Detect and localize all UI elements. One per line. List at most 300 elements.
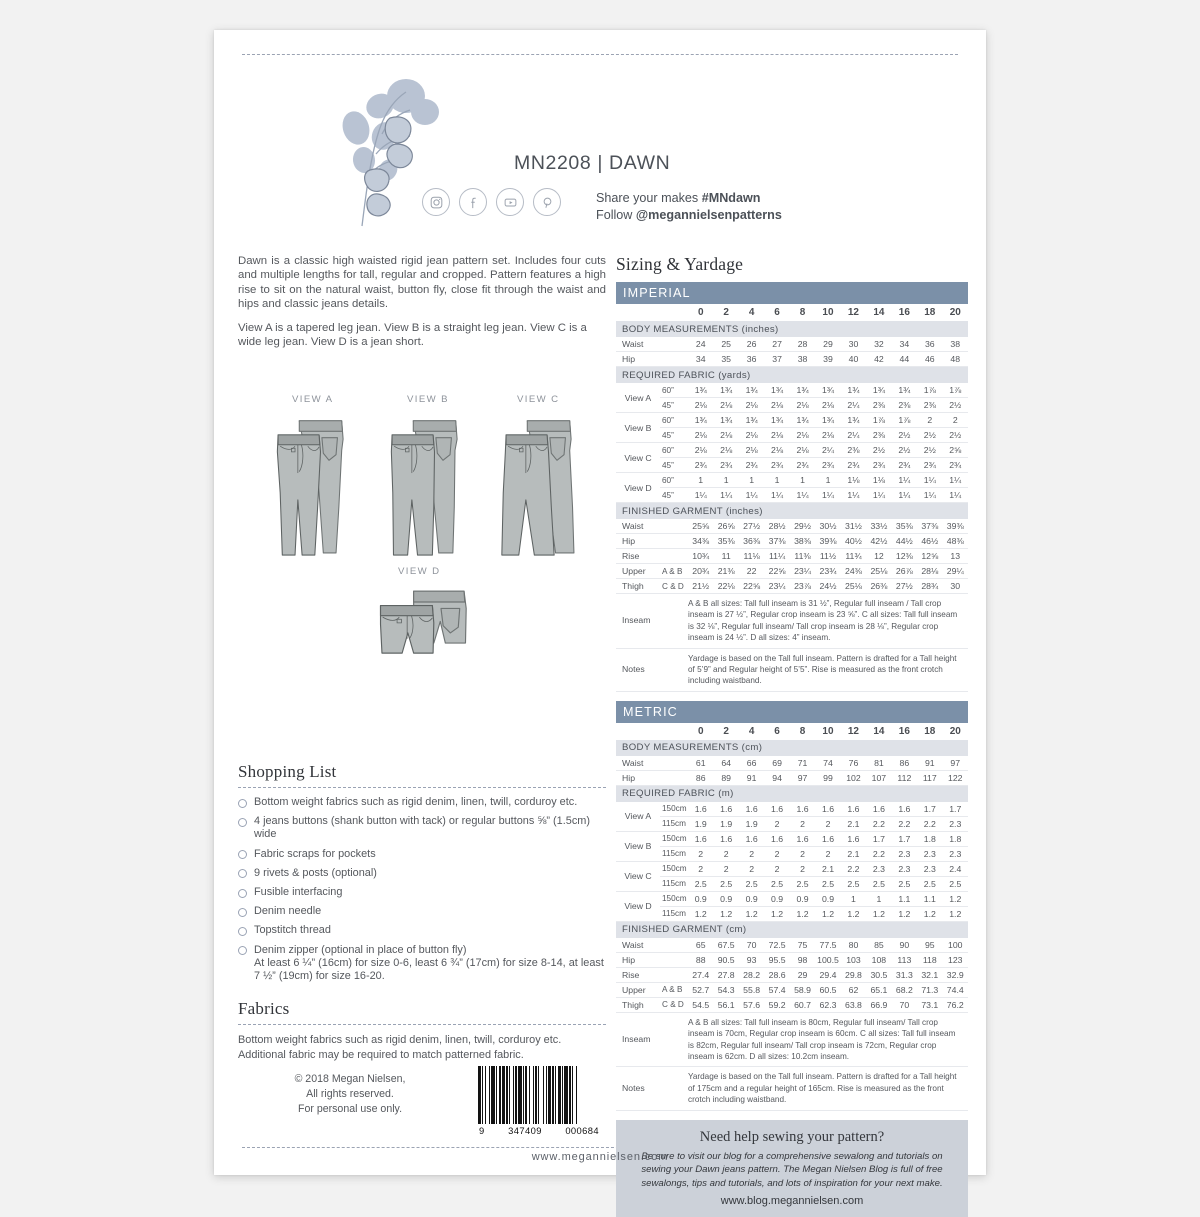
data-cell: 27.8 (713, 967, 738, 982)
data-cell: 2.1 (815, 861, 840, 876)
data-cell: 32.9 (943, 967, 968, 982)
view-label-cell: View D (616, 473, 660, 503)
data-cell: 68.2 (892, 982, 917, 997)
checkbox-circle-icon[interactable] (238, 869, 247, 878)
checkbox-circle-icon[interactable] (238, 799, 247, 808)
data-cell: 123 (943, 952, 968, 967)
data-cell: 34⅜ (688, 534, 713, 549)
data-cell: 118 (917, 952, 942, 967)
data-cell: 89 (713, 770, 738, 785)
table-row (616, 997, 968, 1012)
data-cell: 2¼ (841, 428, 866, 443)
table-row (616, 534, 968, 549)
facebook-icon[interactable] (459, 188, 487, 216)
data-cell: 2½ (917, 443, 942, 458)
table-row (616, 473, 968, 488)
shopping-list-item[interactable] (238, 924, 606, 937)
data-cell: 2¼ (815, 443, 840, 458)
data-cell: 37⅜ (764, 534, 789, 549)
data-cell: 2⅛ (790, 398, 815, 413)
data-cell: 108 (866, 952, 891, 967)
data-cell: 1.2 (892, 906, 917, 921)
data-cell: 0.9 (713, 891, 738, 906)
imperial-notes-row (616, 648, 968, 691)
data-cell: 1.6 (764, 831, 789, 846)
data-cell: 94 (764, 770, 789, 785)
data-cell: 25⅛ (866, 564, 891, 579)
copyright-line-1: © 2018 Megan Nielsen, (294, 1073, 406, 1085)
row-label: Waist (616, 337, 688, 352)
help-url[interactable]: www.blog.megannielsen.com (720, 1194, 864, 1207)
left-column (238, 254, 606, 1136)
size-header-cell: 4 (748, 307, 755, 318)
table-row (616, 458, 968, 473)
data-cell: 1.6 (866, 802, 891, 817)
data-cell: 38⅜ (790, 534, 815, 549)
data-cell: 2.5 (790, 876, 815, 891)
data-cell: 2⅛ (764, 443, 789, 458)
data-cell: 0.9 (688, 891, 713, 906)
data-cell: 1.7 (892, 831, 917, 846)
data-cell: 64 (713, 756, 738, 771)
data-cell: 85 (866, 938, 891, 953)
data-cell: 2½ (917, 428, 942, 443)
fabric-width-cell: 150cm (660, 861, 688, 876)
data-cell: 81 (866, 756, 891, 771)
data-cell: 56.1 (713, 997, 738, 1012)
data-cell: 1.9 (739, 816, 764, 831)
shopping-list-rule (238, 787, 606, 788)
checkbox-circle-icon[interactable] (238, 908, 247, 917)
table-row (616, 352, 968, 367)
data-cell: 1.6 (713, 802, 738, 817)
data-cell: 11 (713, 549, 738, 564)
data-cell: 40 (841, 352, 866, 367)
data-cell: 2.3 (892, 861, 917, 876)
data-cell: 1¾ (892, 383, 917, 398)
data-cell: 2.5 (688, 876, 713, 891)
brand-block (514, 152, 670, 175)
data-cell: 1.6 (815, 831, 840, 846)
pinterest-icon[interactable] (533, 188, 561, 216)
data-cell: 11¾ (841, 549, 866, 564)
size-header-cell: 12 (847, 307, 859, 318)
data-cell: 26 (739, 337, 764, 352)
checkbox-circle-icon[interactable] (238, 889, 247, 898)
shopping-list-item-label: 9 rivets & posts (optional) (254, 866, 377, 879)
data-cell: 52.7 (688, 982, 713, 997)
data-cell: 2¾ (790, 458, 815, 473)
data-cell: 10¾ (688, 549, 713, 564)
data-cell: 102 (841, 770, 866, 785)
data-cell: 99 (815, 770, 840, 785)
data-cell: 35 (713, 352, 738, 367)
data-cell: 65.1 (866, 982, 891, 997)
data-cell: 1.8 (917, 831, 942, 846)
data-cell: 34 (688, 352, 713, 367)
fabric-width-cell: 60” (660, 443, 688, 458)
header (214, 64, 986, 264)
data-cell: 23⅞ (790, 579, 815, 594)
shopping-list-item-label: Fabric scraps for pockets (254, 847, 376, 860)
data-cell: 0.9 (790, 891, 815, 906)
data-cell: 32 (866, 337, 891, 352)
data-cell: 1.6 (739, 831, 764, 846)
data-cell: 0.9 (764, 891, 789, 906)
data-cell: 1¼ (866, 488, 891, 503)
data-cell: 2 (688, 846, 713, 861)
shopping-list-heading: Shopping List (238, 762, 337, 781)
data-cell: 2.3 (917, 846, 942, 861)
data-cell: 59.2 (764, 997, 789, 1012)
view-d-label: VIEW D (398, 566, 441, 577)
shopping-list-item[interactable] (238, 886, 606, 899)
data-cell: 23¼ (790, 564, 815, 579)
imperial-finished-garment-header-label: FINISHED GARMENT (inches) (616, 503, 968, 520)
data-cell: 1.6 (713, 831, 738, 846)
spacer-cell (616, 304, 660, 321)
data-cell: 122 (943, 770, 968, 785)
data-cell: 2⅜ (917, 398, 942, 413)
data-cell: 1⅞ (892, 413, 917, 428)
data-cell: 2⅜ (866, 398, 891, 413)
data-cell: 95 (917, 938, 942, 953)
data-cell: 1.8 (943, 831, 968, 846)
data-cell: 58.9 (790, 982, 815, 997)
view-label-cell: View C (616, 861, 660, 891)
data-cell: 1¾ (841, 383, 866, 398)
data-cell: 2⅛ (688, 443, 713, 458)
data-cell: 22 (739, 564, 764, 579)
data-cell: 1¾ (790, 383, 815, 398)
data-cell: 1.7 (917, 802, 942, 817)
table-row (616, 337, 968, 352)
row-sublabel (660, 519, 688, 534)
metric-finished-garment-header (616, 921, 968, 938)
data-cell: 32.1 (917, 967, 942, 982)
data-cell: 27 (764, 337, 789, 352)
data-cell: 12⅜ (892, 549, 917, 564)
checkbox-circle-icon[interactable] (238, 818, 247, 827)
fabric-width-cell: 115cm (660, 906, 688, 921)
data-cell: 1¾ (764, 413, 789, 428)
data-cell: 35⅜ (713, 534, 738, 549)
data-cell: 29 (815, 337, 840, 352)
size-header-cell: 20 (949, 307, 961, 318)
size-header-cell: 10 (822, 725, 834, 737)
size-header-cell: 20 (949, 725, 961, 737)
table-row (616, 906, 968, 921)
row-sublabel (660, 534, 688, 549)
shopping-list-item[interactable] (238, 905, 606, 918)
row-sublabel: C & D (660, 579, 688, 594)
shopping-list-item[interactable] (238, 867, 606, 880)
data-cell: 33½ (866, 519, 891, 534)
size-header-cell: 14 (873, 725, 885, 737)
fabric-width-cell: 45” (660, 458, 688, 473)
data-cell: 1.2 (688, 906, 713, 921)
data-cell: 31½ (841, 519, 866, 534)
data-cell: 1.7 (943, 802, 968, 817)
data-cell: 1⅞ (917, 383, 942, 398)
data-cell: 36⅜ (739, 534, 764, 549)
checkbox-circle-icon[interactable] (238, 850, 247, 859)
table-row (616, 549, 968, 564)
checkbox-circle-icon[interactable] (238, 946, 247, 955)
view-a-figure (258, 408, 366, 560)
table-row (616, 398, 968, 413)
data-cell: 26⅞ (892, 564, 917, 579)
data-cell: 39 (815, 352, 840, 367)
row-label: Thigh (616, 579, 660, 594)
shopping-list-item[interactable] (238, 848, 606, 861)
shopping-list-item-label: Denim needle (254, 905, 322, 918)
data-cell: 1¼ (764, 488, 789, 503)
shopping-list-section (238, 762, 606, 989)
data-cell: 2.2 (866, 816, 891, 831)
data-cell: 22⅝ (764, 564, 789, 579)
data-cell: 2 (943, 413, 968, 428)
fabric-width-cell: 115cm (660, 846, 688, 861)
data-cell: 1⅞ (866, 413, 891, 428)
data-cell: 2 (790, 846, 815, 861)
data-cell: 2.4 (943, 861, 968, 876)
data-cell: 1.7 (866, 831, 891, 846)
data-cell: 98 (790, 952, 815, 967)
pattern-envelope-back (214, 30, 986, 1207)
data-cell: 1¼ (943, 488, 968, 503)
data-cell: 26⅝ (713, 519, 738, 534)
data-cell: 75 (790, 938, 815, 953)
data-cell: 2⅛ (688, 398, 713, 413)
fabrics-line-1: Bottom weight fabrics such as rigid denim, linen, twill, corduroy etc. (238, 1034, 562, 1046)
data-cell: 2 (713, 861, 738, 876)
data-cell: 1¾ (841, 413, 866, 428)
table-row (616, 519, 968, 534)
data-cell: 1.6 (764, 802, 789, 817)
imperial-size-header-row (616, 304, 968, 321)
data-cell: 2⅛ (815, 428, 840, 443)
size-header-cell: 14 (873, 307, 885, 318)
imperial-required-fabric-header (616, 367, 968, 384)
data-cell: 100.5 (815, 952, 840, 967)
metric-band-row (616, 701, 968, 723)
row-label: Thigh (616, 997, 660, 1012)
data-cell: 42½ (866, 534, 891, 549)
fabrics-rule (238, 1024, 606, 1025)
row-sublabel: A & B (660, 564, 688, 579)
copyright-block (260, 1072, 440, 1117)
data-cell: 11⅛ (739, 549, 764, 564)
data-cell: 2 (739, 861, 764, 876)
data-cell: 2 (815, 846, 840, 861)
data-cell: 1.6 (688, 831, 713, 846)
fabric-width-cell: 45” (660, 488, 688, 503)
shopping-list-item[interactable] (238, 796, 606, 809)
size-header-cell: 18 (924, 307, 936, 318)
data-cell: 11½ (815, 549, 840, 564)
data-cell: 27.4 (688, 967, 713, 982)
data-cell: 2 (713, 846, 738, 861)
barcode-bars (478, 1066, 600, 1124)
fabric-width-cell: 45” (660, 398, 688, 413)
data-cell: 1 (841, 891, 866, 906)
row-label: Rise (616, 967, 660, 982)
data-cell: 2½ (943, 398, 968, 413)
data-cell: 21⅜ (713, 564, 738, 579)
data-cell: 12⅝ (917, 549, 942, 564)
data-cell: 1 (815, 473, 840, 488)
data-cell: 34 (892, 337, 917, 352)
data-cell: 26⅜ (866, 579, 891, 594)
copyright-line-3: For personal use only. (297, 1103, 403, 1115)
shopping-list-item[interactable] (238, 815, 606, 841)
data-cell: 2⅜ (866, 428, 891, 443)
row-sublabel (660, 967, 688, 982)
view-illustrations (252, 394, 612, 659)
page-title: MN2208 | DAWN (514, 152, 671, 174)
data-cell: 2¾ (688, 458, 713, 473)
data-cell: 1¼ (917, 488, 942, 503)
data-cell: 28⅛ (917, 564, 942, 579)
data-cell: 1 (764, 473, 789, 488)
row-label: Hip (616, 770, 688, 785)
data-cell: 2⅛ (713, 428, 738, 443)
data-cell: 107 (866, 770, 891, 785)
data-cell: 1 (688, 473, 713, 488)
data-cell: 2 (790, 861, 815, 876)
data-cell: 2¾ (943, 458, 968, 473)
table-row (616, 413, 968, 428)
data-cell: 28.2 (739, 967, 764, 982)
size-header-cell: 8 (799, 725, 806, 737)
data-cell: 1¾ (866, 383, 891, 398)
data-cell: 29½ (790, 519, 815, 534)
data-cell: 37⅜ (917, 519, 942, 534)
data-cell: 72.5 (764, 938, 789, 953)
size-header-cell: 16 (898, 725, 910, 737)
table-row (616, 861, 968, 876)
imperial-band-label: IMPERIAL (616, 282, 968, 304)
data-cell: 80 (841, 938, 866, 953)
data-cell: 2⅛ (739, 428, 764, 443)
checkbox-circle-icon[interactable] (238, 927, 247, 936)
data-cell: 2.2 (892, 816, 917, 831)
view-d-figure (352, 584, 494, 656)
row-sublabel (660, 938, 688, 953)
help-box (616, 1120, 968, 1217)
data-cell: 1.2 (764, 906, 789, 921)
data-cell: 28¾ (917, 579, 942, 594)
help-body: Be sure to visit our blog for a comprehensive sewalong and tutorials on sewing your Dawn jeans pattern. The Megan Nielsen Blog is full of free sewalongs, tips and tutorials, and lots of inspiration for your next make. (641, 1150, 943, 1189)
data-cell: 1¾ (713, 413, 738, 428)
data-cell: 1.9 (688, 816, 713, 831)
data-cell: 0.9 (739, 891, 764, 906)
data-cell: 69 (764, 756, 789, 771)
data-cell: 77.5 (815, 938, 840, 953)
data-cell: 112 (892, 770, 917, 785)
data-cell: 57.4 (764, 982, 789, 997)
data-cell: 1¼ (943, 473, 968, 488)
data-cell: 25 (713, 337, 738, 352)
size-header-cell: 8 (799, 307, 806, 318)
share-makes-line: Share your makes #MNdawn (596, 191, 761, 205)
data-cell: 2½ (943, 428, 968, 443)
row-sublabel (660, 952, 688, 967)
data-cell: 2.1 (841, 816, 866, 831)
top-dashed-rule (242, 54, 958, 55)
data-cell: 29.8 (841, 967, 866, 982)
data-cell: 61 (688, 756, 713, 771)
data-cell: 54.3 (713, 982, 738, 997)
data-cell: 91 (917, 756, 942, 771)
sizing-heading: Sizing & Yardage (616, 254, 744, 274)
data-cell: 1.2 (943, 906, 968, 921)
data-cell: 29¼ (943, 564, 968, 579)
data-cell: 1.6 (815, 802, 840, 817)
data-cell: 2 (790, 816, 815, 831)
row-sublabel: A & B (660, 982, 688, 997)
notes-text: Yardage is based on the Tall full inseam. Pattern is drafted for a Tall height of 175cm and a regular height of 165cm. Rise is measured as the front crotch including waistband. (688, 1067, 968, 1110)
data-cell: 90 (892, 938, 917, 953)
data-cell: 2 (764, 846, 789, 861)
imperial-inseam-row (616, 594, 968, 649)
data-cell: 66.9 (866, 997, 891, 1012)
data-cell: 1.2 (841, 906, 866, 921)
data-cell: 30.5 (866, 967, 891, 982)
data-cell: 2¾ (764, 458, 789, 473)
view-a-label: VIEW A (292, 394, 334, 405)
shopping-list-item-detail: At least 6 ¼” (16cm) for size 0-6, least 6 ¾” (17cm) for size 8-14, at least 7 ½” (19cm) for size 16-20. (254, 956, 604, 983)
view-label-cell: View B (616, 413, 660, 443)
shopping-list-item[interactable] (238, 944, 606, 984)
data-cell: 86 (892, 756, 917, 771)
youtube-icon[interactable] (496, 188, 524, 216)
data-cell: 2¾ (866, 458, 891, 473)
data-cell: 1.1 (917, 891, 942, 906)
spacer-cell (616, 723, 660, 740)
row-sublabel (660, 549, 688, 564)
imperial-body-measurements-header-label: BODY MEASUREMENTS (inches) (616, 321, 968, 337)
data-cell: 70 (892, 997, 917, 1012)
row-label: Rise (616, 549, 660, 564)
footer-website-url[interactable]: www.megannielsen.com (531, 1151, 669, 1163)
spacer-cell (660, 304, 688, 321)
data-cell: 2.2 (866, 846, 891, 861)
data-cell: 2.1 (841, 846, 866, 861)
metric-body-measurements-header (616, 740, 968, 756)
data-cell: 2¾ (841, 458, 866, 473)
data-cell: 11¼ (764, 549, 789, 564)
table-row (616, 802, 968, 817)
size-header-cell: 12 (847, 725, 859, 737)
data-cell: 60.7 (790, 997, 815, 1012)
data-cell: 30½ (815, 519, 840, 534)
data-cell: 48⅜ (943, 534, 968, 549)
data-cell: 1.2 (815, 906, 840, 921)
row-label: Upper (616, 982, 660, 997)
instagram-icon[interactable] (422, 188, 450, 216)
data-cell: 1.6 (892, 802, 917, 817)
fabric-width-cell: 150cm (660, 802, 688, 817)
view-label-cell: View D (616, 891, 660, 921)
data-cell: 60.5 (815, 982, 840, 997)
data-cell: 13 (943, 549, 968, 564)
inseam-label: Inseam (616, 594, 688, 649)
data-cell: 20¾ (688, 564, 713, 579)
data-cell: 1¼ (688, 488, 713, 503)
data-cell: 29 (790, 967, 815, 982)
